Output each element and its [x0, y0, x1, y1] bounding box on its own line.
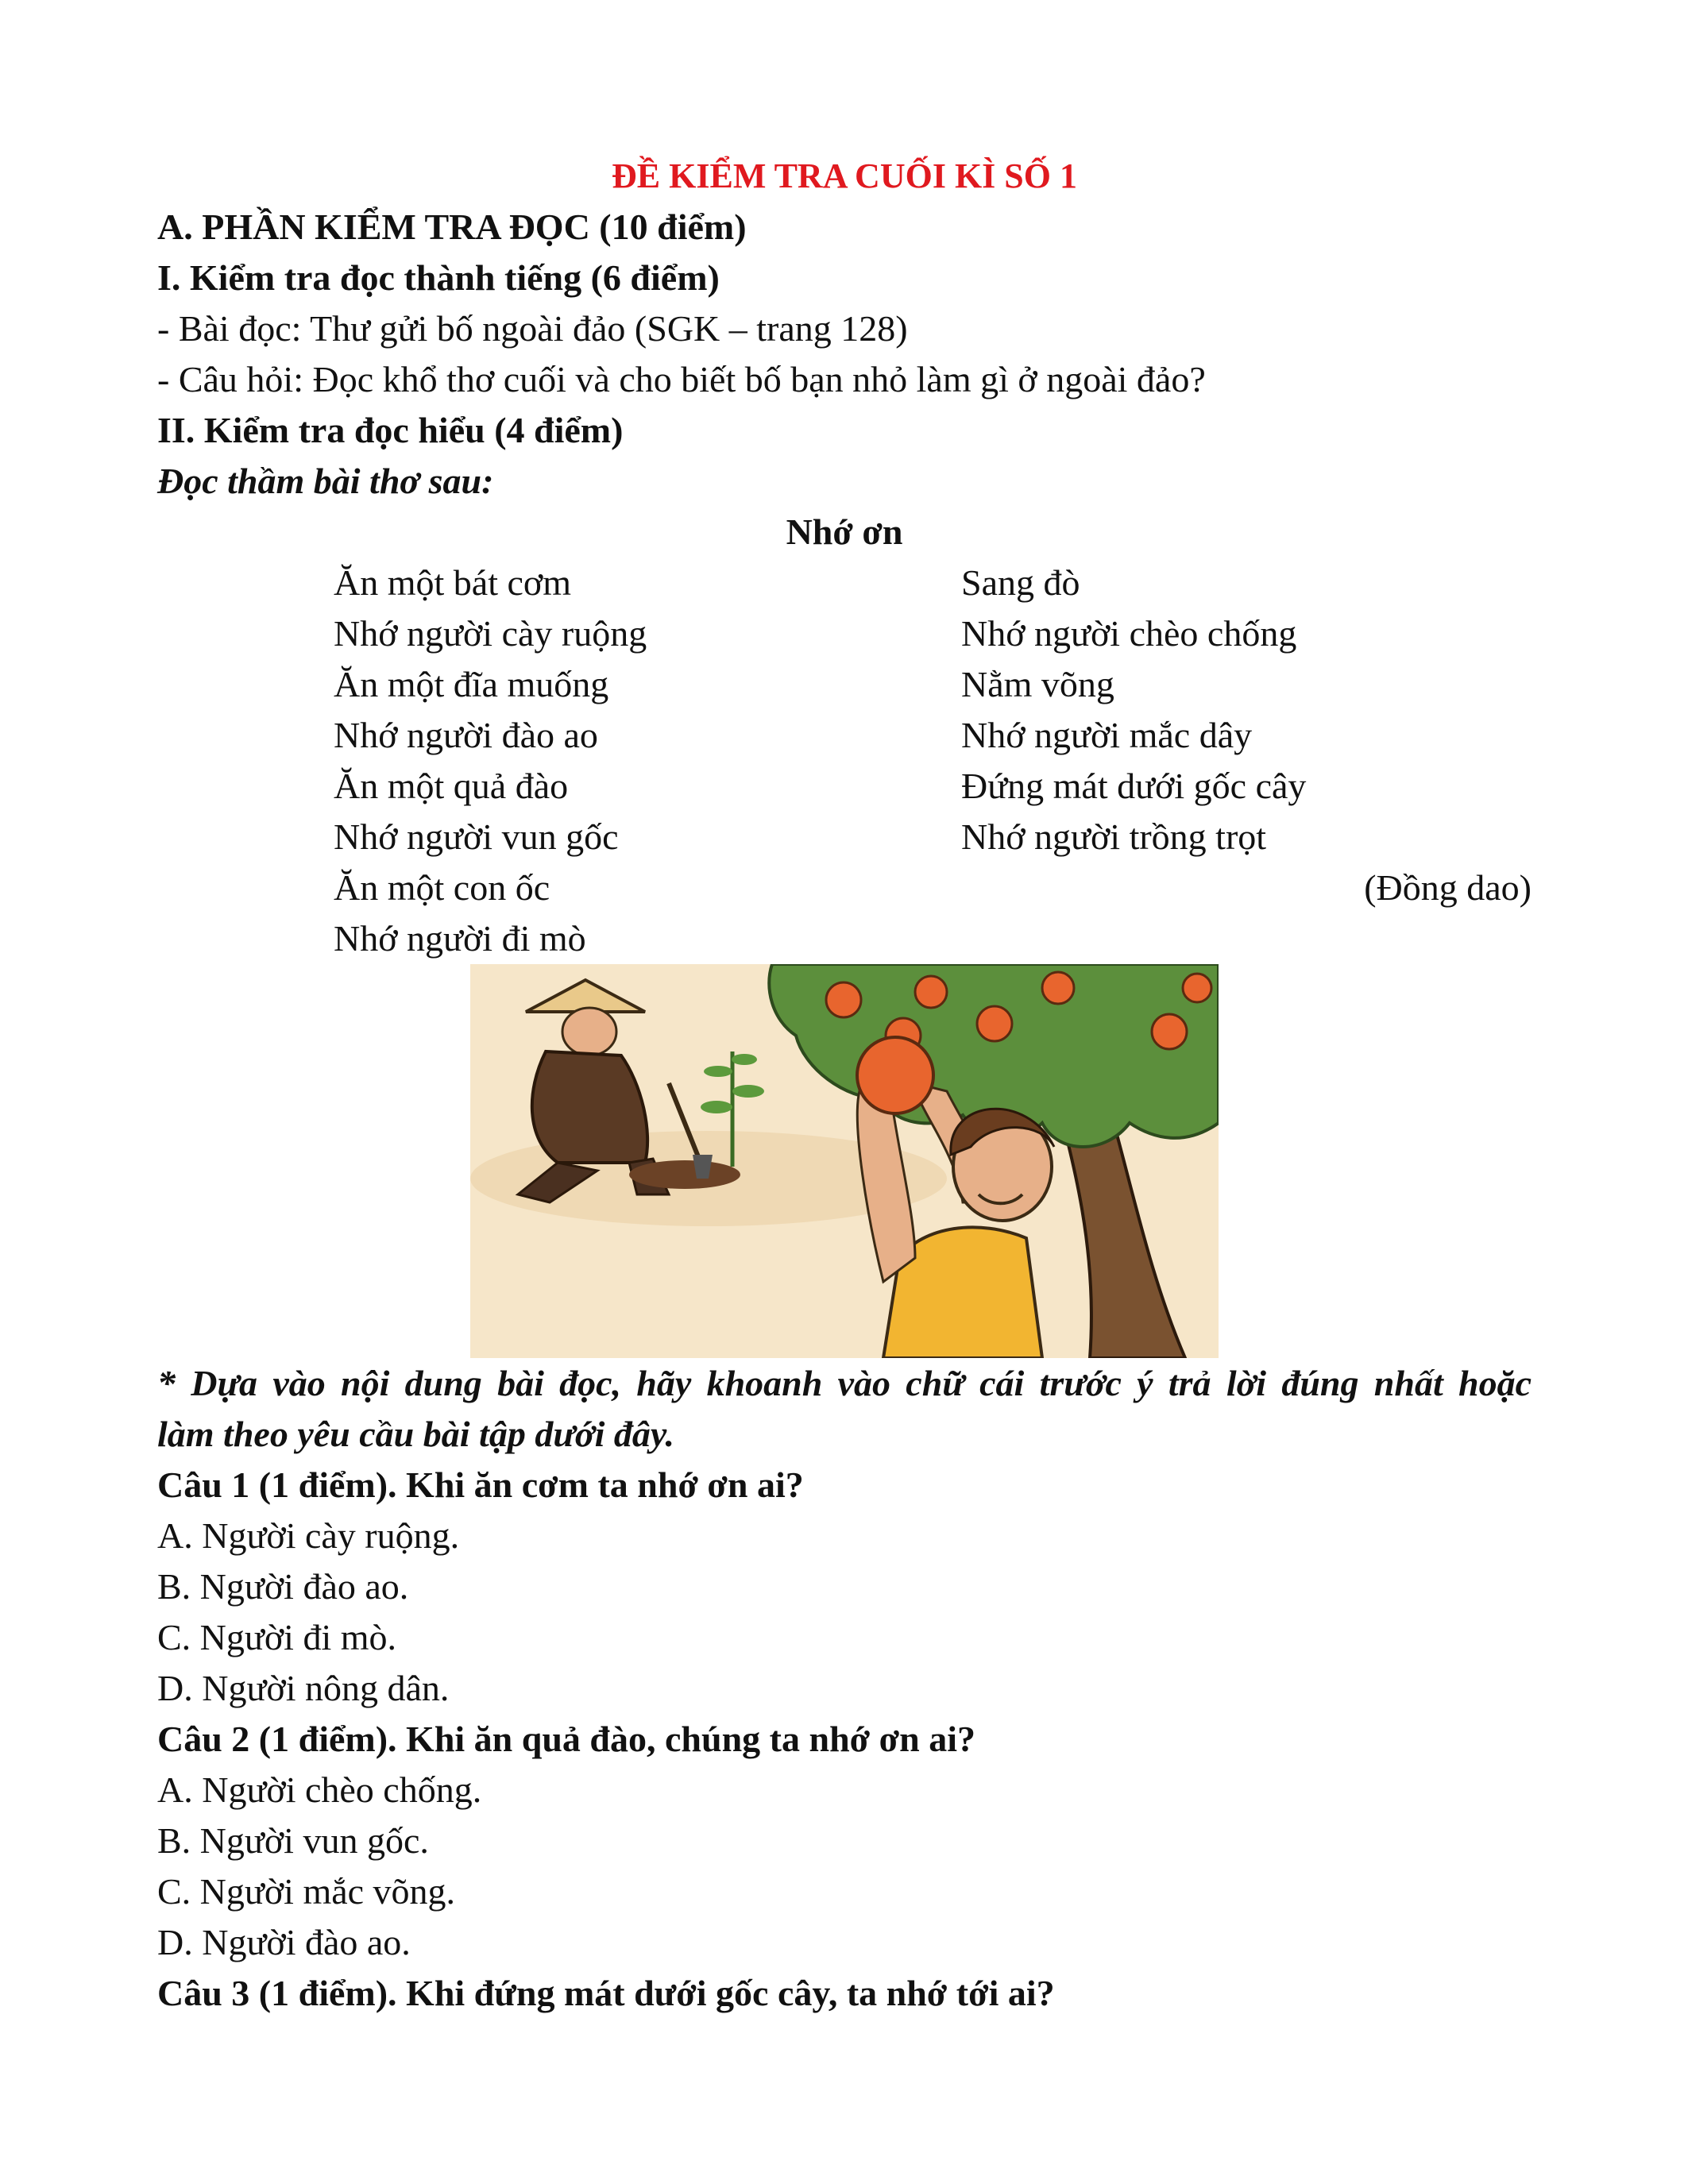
question-2: Câu 2 (1 điểm). Khi ăn quả đào, chúng ta nhớ ơn ai? [157, 1719, 975, 1759]
instruction [157, 1358, 1532, 1460]
question-1-option-d[interactable]: D. Người nông dân. [157, 1668, 450, 1708]
poem-line: Ăn một đĩa muống [334, 664, 609, 704]
poem-line: Ăn một quả đào [334, 766, 569, 806]
poem-line: Đứng mát dưới gốc cây [961, 766, 1307, 806]
poem-line: Nhớ người đi mò [334, 918, 586, 959]
poem-line: Nhớ người đào ao [334, 715, 598, 755]
poem-line: Nằm võng [961, 664, 1114, 704]
question-1-option-b[interactable]: B. Người đào ao. [157, 1566, 409, 1607]
illustration-gardener-and-boy [470, 964, 1219, 1358]
poem-line: Ăn một con ốc [334, 867, 550, 908]
exam-title: ĐỀ KIỂM TRA CUỐI KÌ SỐ 1 [612, 156, 1077, 195]
poem-line: Nhớ người vun gốc [334, 816, 619, 857]
reading-assignment: - Bài đọc: Thư gửi bố ngoài đảo (SGK – trang 128) [157, 308, 908, 349]
poem-left-column [334, 558, 647, 964]
question-2-option-a[interactable]: A. Người chèo chống. [157, 1769, 482, 1810]
poem-line: Ăn một bát cơm [334, 562, 571, 603]
poem-right-column [961, 558, 1306, 862]
question-1-option-c[interactable]: C. Người đi mò. [157, 1617, 396, 1657]
reading-question: - Câu hỏi: Đọc khổ thơ cuối và cho biết bố bạn nhỏ làm gì ở ngoài đảo? [157, 359, 1206, 399]
poem-title: Nhớ ơn [786, 511, 903, 552]
part2-heading: II. Kiểm tra đọc hiểu (4 điểm) [157, 410, 624, 450]
poem-prompt: Đọc thầm bài thơ sau: [157, 461, 494, 501]
instruction-line-1: * Dựa vào nội dung bài đọc, hãy khoanh vào chữ cái trước ý trả lời đúng nhất hoặc [157, 1363, 1532, 1403]
section-a-heading: A. PHẦN KIỂM TRA ĐỌC (10 điểm) [157, 206, 747, 247]
question-2-option-c[interactable]: C. Người mắc võng. [157, 1871, 456, 1912]
exam-page [157, 151, 1532, 2019]
poem-line: Nhớ người cày ruộng [334, 613, 647, 654]
part1-heading: I. Kiểm tra đọc thành tiếng (6 điểm) [157, 257, 720, 298]
poem-line: Nhớ người mắc dây [961, 715, 1253, 755]
question-1-option-a[interactable]: A. Người cày ruộng. [157, 1515, 460, 1556]
question-2-option-b[interactable]: B. Người vun gốc. [157, 1820, 429, 1861]
poem-line: Sang đò [961, 562, 1080, 603]
poem-line: Nhớ người trồng trọt [961, 816, 1267, 857]
question-3: Câu 3 (1 điểm). Khi đứng mát dưới gốc cây, ta nhớ tới ai? [157, 1973, 1055, 2013]
question-1: Câu 1 (1 điểm). Khi ăn cơm ta nhớ ơn ai? [157, 1464, 804, 1505]
poem-source: (Đồng dao) [1364, 867, 1532, 908]
question-2-option-d[interactable]: D. Người đào ao. [157, 1922, 411, 1962]
instruction-line-2: làm theo yêu cầu bài tập dưới đây. [157, 1414, 675, 1454]
poem-line: Nhớ người chèo chống [961, 613, 1297, 654]
poem-body [157, 558, 1532, 964]
